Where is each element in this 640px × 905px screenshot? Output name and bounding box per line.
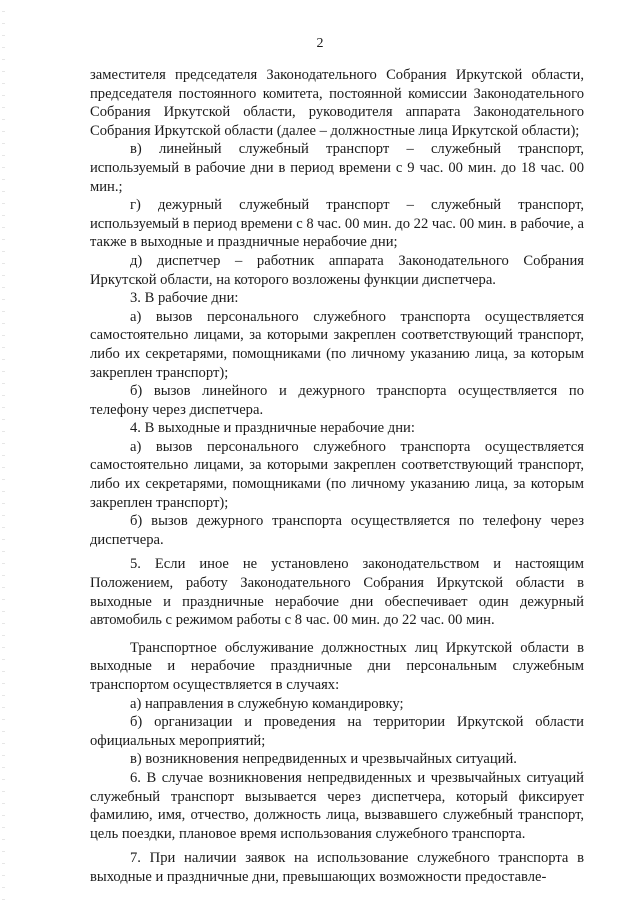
paragraph-section-4-a: а) вызов персонального служебного транспорта осуществляется самостоятельно лицами, за которыми закреплен соответствующий транспорт, либо их секретарями, помощниками (по личному указанию лица, за которым закреплен транспорт); <box>90 438 584 511</box>
paragraph-item-d: д) диспетчер – работник аппарата Законодательного Собрания Иркутской области, на которого возложены функции диспетчера. <box>90 252 584 288</box>
paragraph-section-5: 5. Если иное не установлено законодательством и настоящим Положением, работу Законодательного Собрания Иркутской области в выходные и праздничные нерабочие дни обеспечивает один дежурный автомобиль с режимом работы с 8 час. 00 мин. до 22 час. 00 мин. <box>90 556 584 629</box>
paragraph-section-3-a: а) вызов персонального служебного транспорта осуществляется самостоятельно лицами, за которыми закреплен соответствующий транспорт, либо их секретарями, помощниками (по личному указанию лица, за которым закреплен транспорт); <box>90 308 584 381</box>
paragraph-case-v: в) возникновения непредвиденных и чрезвычайных ситуаций. <box>130 751 517 768</box>
paragraph-transport-service: Транспортное обслуживание должностных лиц Иркутской области в выходные и нерабочие праздничные дни персональным служебным транспортом осуществляется в случаях: <box>90 639 584 693</box>
page-number: 2 <box>316 36 324 51</box>
paragraph-section-3-b: б) вызов линейного и дежурного транспорта осуществляется по телефону через диспетчера. <box>90 383 584 418</box>
paragraph-section-6: 6. В случае возникновения непредвиденных и чрезвычайных ситуаций служебный транспорт вызывается через диспетчера, который фиксирует фамилию, имя, отчество, должность лица, вызвавшего служебный транспорт, цель поездки, плановое время использования служебного транспорта. <box>90 769 584 842</box>
document-body <box>90 66 584 887</box>
paragraph-section-3: 3. В рабочие дни: <box>130 290 239 307</box>
paragraph-intro-continuation: заместителя председателя Законодательного Собрания Иркутской области, председателя постоянного комитета, постоянной комиссии Законодательного Собрания Иркутской области, руководителя аппарата Законодательного Собрания Иркутской области (далее – должностные лица Иркутской области); <box>90 67 584 139</box>
paragraph-section-7: 7. При наличии заявок на использование служебного транспорта в выходные и праздничные дни, превышающих возможности предоставле- <box>90 850 584 885</box>
paragraph-case-a: а) направления в служебную командировку; <box>130 695 404 712</box>
paragraph-item-g: г) дежурный служебный транспорт – служебный транспорт, используемый в период времени с 8 час. 00 мин. до 22 час. 00 мин. в рабочие, а также в выходные и праздничные нерабочие дни; <box>90 197 584 251</box>
paragraph-item-v: в) линейный служебный транспорт – служебный транспорт, используемый в рабочие дни в период времени с 9 час. 00 мин. до 18 час. 00 мин.; <box>90 141 584 195</box>
paragraph-section-4-b: б) вызов дежурного транспорта осуществляется по телефону через диспетчера. <box>90 513 584 548</box>
paragraph-section-4: 4. В выходные и праздничные нерабочие дни: <box>130 420 415 437</box>
scan-edge-marks <box>2 0 5 905</box>
paragraph-case-b: б) организации и проведения на территории Иркутской области официальных мероприятий; <box>90 714 584 749</box>
